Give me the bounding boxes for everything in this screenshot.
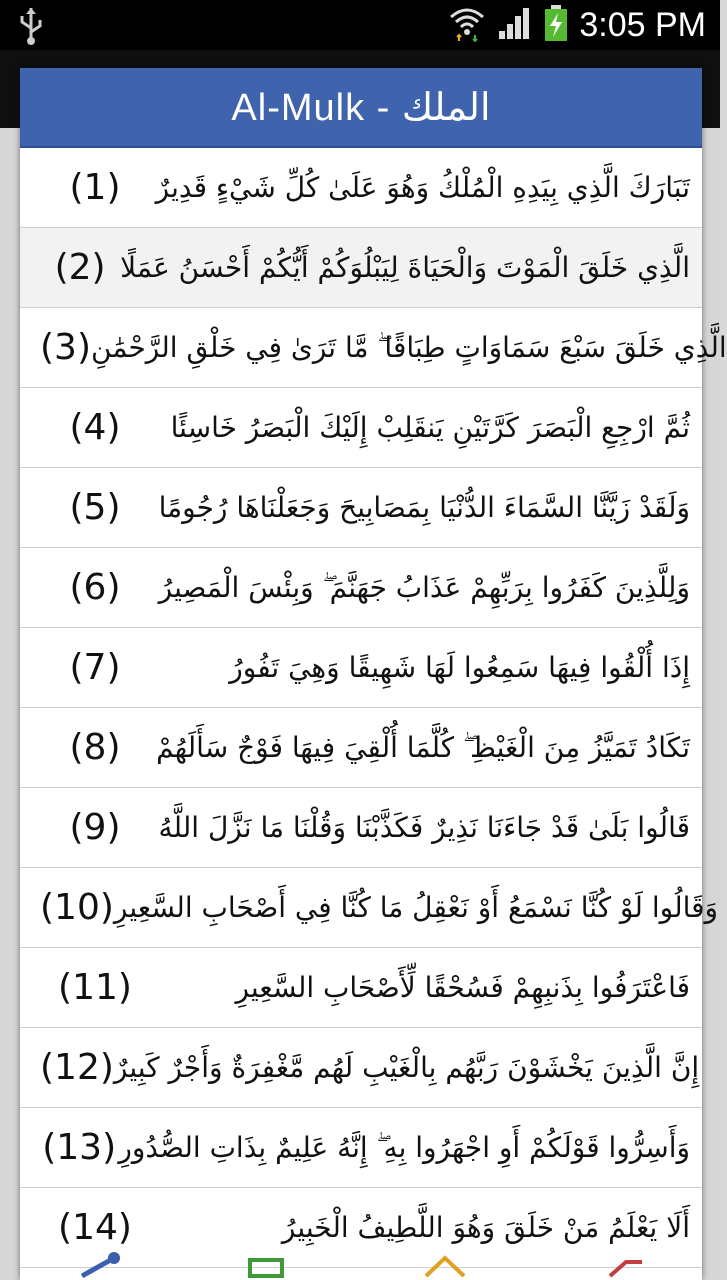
verse-row[interactable] <box>20 548 702 628</box>
usb-icon <box>16 6 46 50</box>
verse-number: (5) <box>69 487 121 528</box>
verse-row[interactable] <box>20 468 702 548</box>
verse-text: وَقَالُوا لَوْ كُنَّا نَسْمَعُ أَوْ نَعْقِلُ مَا كُنَّا فِي أَصْحَابِ السَّعِيرِ <box>113 891 719 924</box>
wifi-icon <box>447 5 487 45</box>
verse-number: (8) <box>69 727 121 768</box>
verse-text: وَأَسِرُّوا قَوْلَكُمْ أَوِ اجْهَرُوا بِهِ ۖ إِنَّهُ عَلِيمٌ بِذَاتِ الصُّدُورِ <box>118 1130 690 1164</box>
verse-row[interactable] <box>20 148 702 228</box>
verse-number: (7) <box>69 647 121 688</box>
verse-text: وَلِلَّذِينَ كَفَرُوا بِرَبِّهِمْ عَذَابُ جَهَنَّمَ ۖ وَبِئْسَ الْمَصِيرُ <box>158 570 690 604</box>
verse-text: تَكَادُ تَمَيَّزُ مِنَ الْغَيْظِ ۖ كُلَّمَا أُلْقِيَ فِيهَا فَوْجٌ سَأَلَهُمْ <box>156 730 690 764</box>
verse-row[interactable] <box>20 1188 702 1268</box>
verse-number: (6) <box>69 567 121 608</box>
verse-row[interactable] <box>20 788 702 868</box>
status-bar <box>0 0 720 50</box>
star-icon[interactable] <box>422 1254 468 1280</box>
verse-row[interactable] <box>20 308 727 388</box>
verse-number: (12) <box>40 1047 114 1088</box>
verse-row[interactable] <box>20 948 702 1028</box>
verse-text: الَّذِي خَلَقَ سَبْعَ سَمَاوَاتٍ طِبَاقًا ۖ مَّا تَرَىٰ فِي خَلْقِ الرَّحْمَٰنِ <box>91 330 727 364</box>
bookmark-icon[interactable] <box>248 1254 284 1280</box>
verse-text: قَالُوا بَلَىٰ قَدْ جَاءَنَا نَذِيرٌ فَكَذَّبْنَا وَقُلْنَا مَا نَزَّلَ اللَّهُ <box>158 811 690 844</box>
signal-icon <box>497 5 533 45</box>
battery-charging-icon <box>543 4 569 46</box>
verse-text: إِذَا أُلْقُوا فِيهَا سَمِعُوا لَهَا شَهِيقًا وَهِيَ تَفُورُ <box>229 651 690 684</box>
surah-dialog <box>20 68 727 1280</box>
verse-row[interactable] <box>20 1108 702 1188</box>
verse-number: (9) <box>69 807 121 848</box>
verse-number: (14) <box>58 1207 132 1248</box>
verse-row[interactable] <box>20 628 702 708</box>
verse-number: (3) <box>40 327 91 368</box>
verse-number: (13) <box>42 1127 117 1168</box>
verse-row[interactable] <box>20 388 702 468</box>
audio-icon[interactable] <box>606 1254 646 1280</box>
verse-text: وَلَقَدْ زَيَّنَّا السَّمَاءَ الدُّنْيَا بِمَصَابِيحَ وَجَعَلْنَاهَا رُجُومًا <box>158 491 690 524</box>
verse-number: (1) <box>69 167 121 208</box>
verse-list[interactable] <box>20 148 727 1268</box>
verse-row[interactable] <box>20 228 702 308</box>
dialog-title: Al-Mulk - الملك <box>231 86 491 129</box>
share-icon[interactable] <box>78 1254 118 1280</box>
verse-number: (11) <box>58 967 132 1008</box>
verse-text: ثُمَّ ارْجِعِ الْبَصَرَ كَرَّتَيْنِ يَنقَلِبْ إِلَيْكَ الْبَصَرُ خَاسِئًا <box>170 411 690 444</box>
verse-row[interactable] <box>20 1028 702 1108</box>
bottom-toolbar <box>0 1258 720 1280</box>
verse-text: أَلَا يَعْلَمُ مَنْ خَلَقَ وَهُوَ اللَّطِيفُ الْخَبِيرُ <box>281 1211 690 1244</box>
verse-row[interactable] <box>20 868 719 948</box>
verse-text: تَبَارَكَ الَّذِي بِيَدِهِ الْمُلْكُ وَهُوَ عَلَىٰ كُلِّ شَيْءٍ قَدِيرٌ <box>155 171 690 204</box>
verse-text: الَّذِي خَلَقَ الْمَوْتَ وَالْحَيَاةَ لِيَبْلُوَكُمْ أَيُّكُمْ أَحْسَنُ عَمَلًا <box>120 251 690 284</box>
verse-number: (10) <box>40 887 114 928</box>
verse-number: (4) <box>69 407 121 448</box>
verse-number: (2) <box>54 247 106 288</box>
verse-text: إِنَّ الَّذِينَ يَخْشَوْنَ رَبَّهُم بِالْغَيْبِ لَهُم مَّغْفِرَةٌ وَأَجْرٌ كَبِيرٌ <box>113 1051 700 1084</box>
dialog-header <box>20 68 702 148</box>
clock: 3:05 PM <box>579 5 706 44</box>
verse-row[interactable] <box>20 708 702 788</box>
verse-text: فَاعْتَرَفُوا بِذَنبِهِمْ فَسُحْقًا لِّأَصْحَابِ السَّعِيرِ <box>235 971 690 1004</box>
